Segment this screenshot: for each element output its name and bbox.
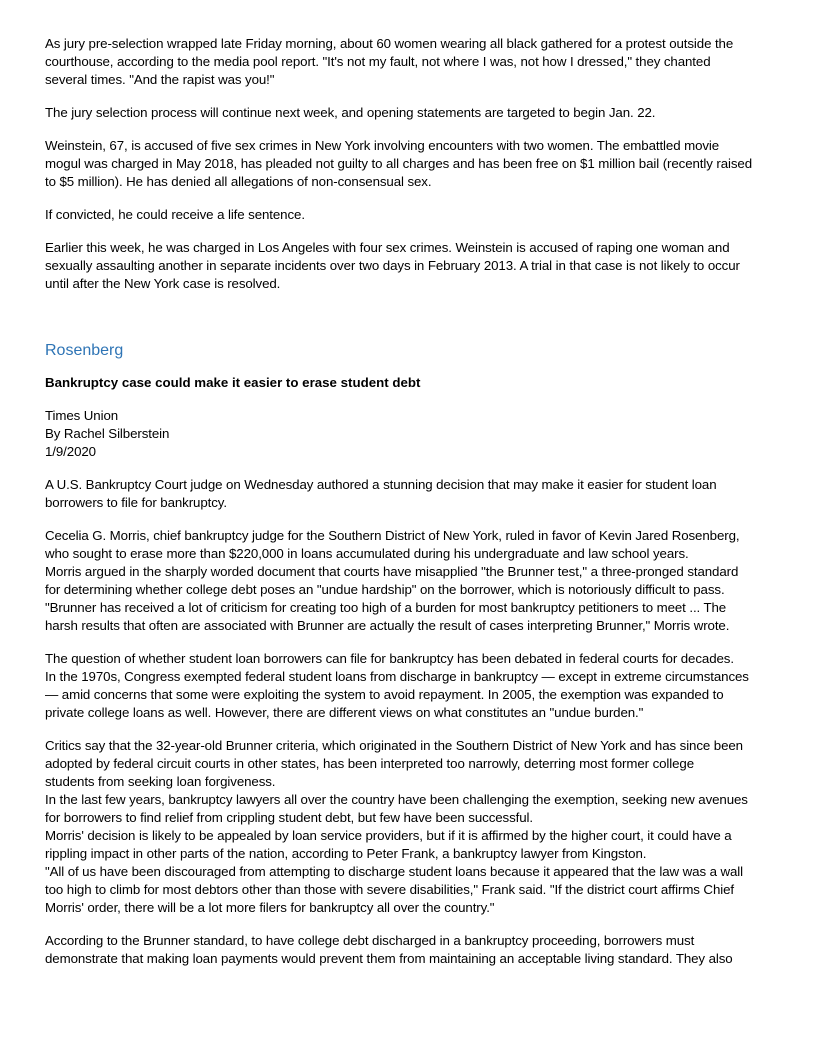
text-line: several times. "And the rapist was you!"	[45, 72, 275, 87]
text-line: too high to climb for most debtors other than those with severe disabilities," Frank said. "If the district court affirms Chief	[45, 882, 734, 897]
text-line: The jury selection process will continue next week, and opening statements are targeted to begin Jan. 22.	[45, 105, 656, 120]
text-line: mogul was charged in May 2018, has pleaded not guilty to all charges and has been free on $1 million bail (recently raised	[45, 156, 753, 171]
text-line: until after the New York case is resolved.	[45, 276, 281, 291]
text-line: borrowers to file for bankruptcy.	[45, 495, 227, 510]
text-line: Cecelia G. Morris, chief bankruptcy judge for the Southern District of New York, ruled in favor of Kevin Jared Rosenberg,	[45, 528, 740, 543]
intro-paragraph-4	[45, 206, 773, 224]
text-line: students from seeking loan forgiveness.	[45, 774, 276, 789]
text-line: As jury pre-selection wrapped late Friday morning, about 60 women wearing all black gathered for a protest outside the	[45, 36, 734, 51]
article-headline: Bankruptcy case could make it easier to erase student debt	[45, 375, 421, 390]
text-line: If convicted, he could receive a life sentence.	[45, 207, 305, 222]
text-line: sexually assaulting another in separate incidents over two days in February 2013. A trial in that case is not likely to occur	[45, 258, 740, 273]
text-line: "Brunner has received a lot of criticism for creating too high of a burden for most bankruptcy petitioners to meet ... The	[45, 600, 727, 615]
article-byline	[45, 407, 773, 461]
article-paragraph-1	[45, 476, 773, 512]
text-line: "All of us have been discouraged from attempting to discharge student loans because it appeared that the law was a wall	[45, 864, 743, 879]
text-line: adopted by federal circuit courts in other states, has been interpreted too narrowly, deterring most former college	[45, 756, 695, 771]
text-line: In the last few years, bankruptcy lawyers all over the country have been challenging the exemption, seeking new avenues	[45, 792, 748, 807]
text-line: — amid concerns that some were exploiting the system to avoid repayment. In 2005, the exemption was expanded to	[45, 687, 724, 702]
intro-paragraph-3	[45, 137, 773, 191]
text-line: rippling impact in other parts of the nation, according to Peter Frank, a bankruptcy lawyer from Kingston.	[45, 846, 647, 861]
intro-paragraph-5	[45, 239, 773, 293]
intro-paragraph-1	[45, 35, 773, 89]
text-line: Earlier this week, he was charged in Los Angeles with four sex crimes. Weinstein is accused of raping one woman and	[45, 240, 730, 255]
document-page	[45, 35, 773, 983]
article-paragraph-4	[45, 737, 773, 917]
text-line: harsh results that often are associated with Brunner are actually the result of cases interpreting Brunner," Morris wrote.	[45, 618, 730, 633]
article-source: Times Union	[45, 408, 119, 423]
text-line: for borrowers to find relief from crippling student debt, but few have been successful.	[45, 810, 533, 825]
text-line: A U.S. Bankruptcy Court judge on Wednesday authored a stunning decision that may make it easier for student loan	[45, 477, 717, 492]
text-line: In the 1970s, Congress exempted federal student loans from discharge in bankruptcy — except in extreme circumstances	[45, 669, 749, 684]
text-line: The question of whether student loan borrowers can file for bankruptcy has been debated in federal courts for decades.	[45, 651, 734, 666]
text-line: According to the Brunner standard, to have college debt discharged in a bankruptcy proceeding, borrowers must	[45, 933, 695, 948]
section-heading: Rosenberg	[45, 342, 124, 359]
article-paragraph-2	[45, 527, 773, 635]
text-line: courthouse, according to the media pool report. "It's not my fault, not where I was, not how I dressed," they chanted	[45, 54, 711, 69]
intro-paragraph-2	[45, 104, 773, 122]
text-line: who sought to erase more than $220,000 in loans accumulated during his undergraduate and law school years.	[45, 546, 689, 561]
article-body	[45, 476, 773, 968]
text-line: Critics say that the 32-year-old Brunner criteria, which originated in the Southern District of New York and has since been	[45, 738, 743, 753]
article-paragraph-3	[45, 650, 773, 722]
article-date: 1/9/2020	[45, 444, 96, 459]
text-line: Morris' order, there will be a lot more filers for bankruptcy all over the country."	[45, 900, 495, 915]
section-spacer	[45, 308, 773, 341]
text-line: Weinstein, 67, is accused of five sex crimes in New York involving encounters with two women. The embattled movie	[45, 138, 720, 153]
article-author: By Rachel Silberstein	[45, 426, 170, 441]
text-line: Morris' decision is likely to be appealed by loan service providers, but if it is affirmed by the higher court, it could have a	[45, 828, 732, 843]
article-paragraph-5	[45, 932, 773, 968]
text-line: demonstrate that making loan payments would prevent them from maintaining an acceptable living standard. They also	[45, 951, 733, 966]
text-line: for determining whether college debt poses an "undue hardship" on the borrower, which is notoriously difficult to pass.	[45, 582, 725, 597]
text-line: to $5 million). He has denied all allegations of non-consensual sex.	[45, 174, 432, 189]
text-line: private college loans as well. However, there are different views on what constitutes an "undue burden."	[45, 705, 644, 720]
text-line: Morris argued in the sharply worded document that courts have misapplied "the Brunner test," a three-pronged standard	[45, 564, 739, 579]
intro-section	[45, 35, 773, 293]
